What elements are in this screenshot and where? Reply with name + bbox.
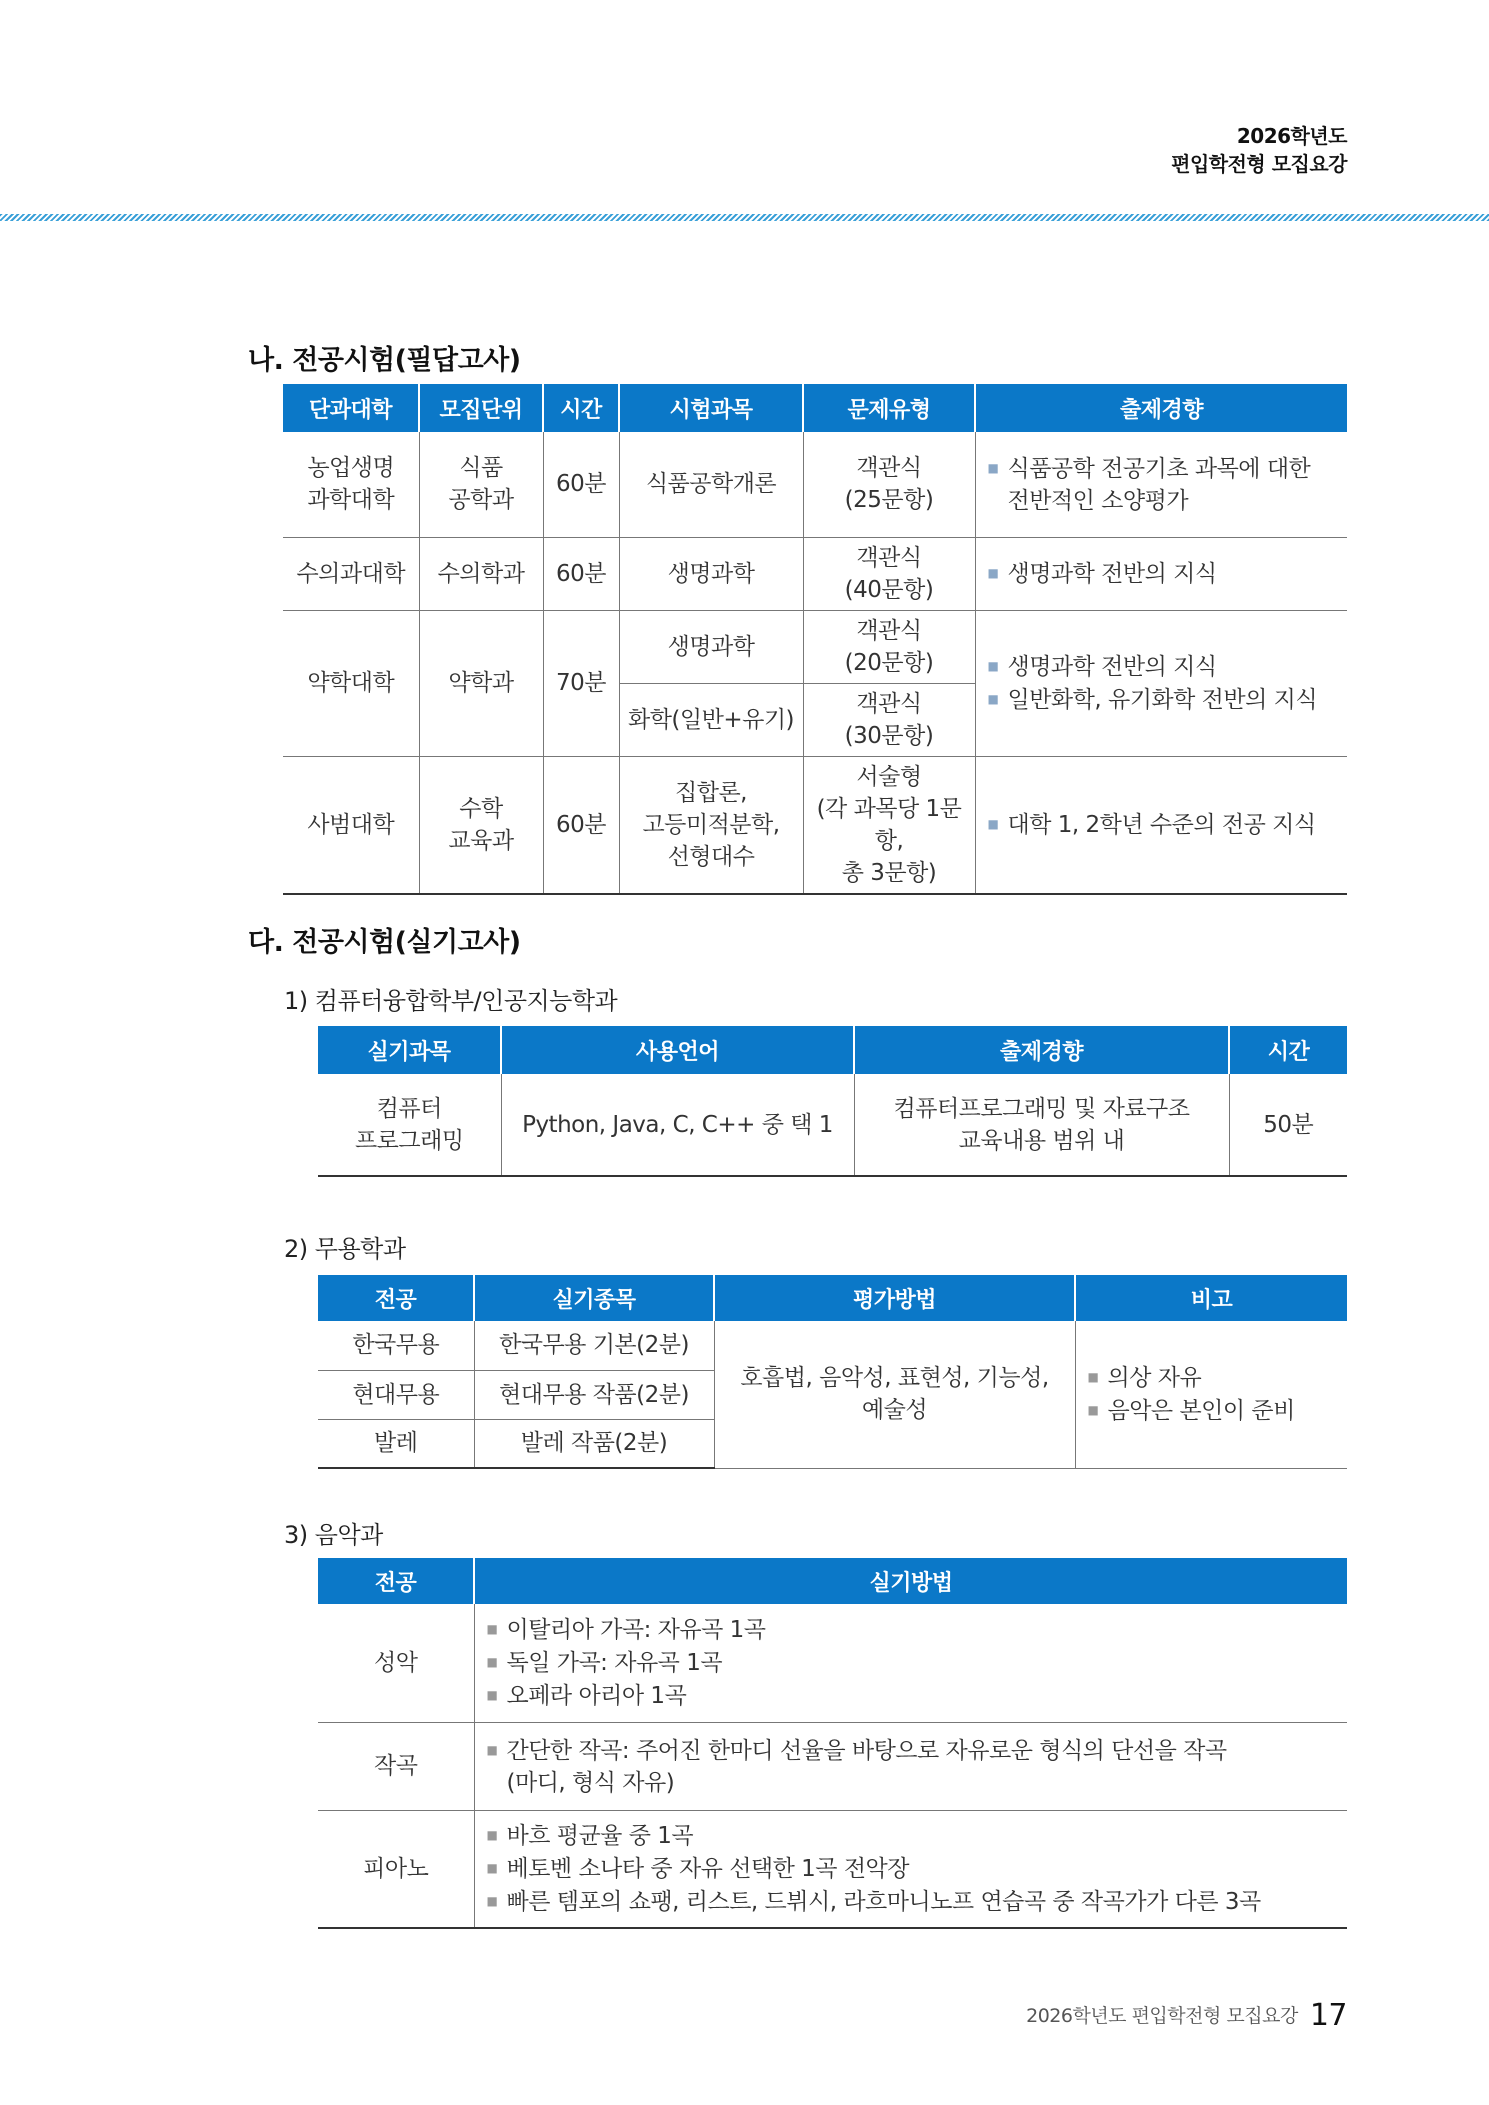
- subsection-title-computer: 1) 컴퓨터융합학부/인공지능학과: [284, 987, 618, 1015]
- subject-cell: 생명과학: [619, 537, 803, 610]
- footer-text: 2026학년도 편입학전형 모집요강: [1026, 2005, 1298, 2027]
- subsection-title-music: 3) 음악과: [284, 1521, 383, 1549]
- dance-practical-table: [318, 1275, 1347, 1469]
- trend-cell: [975, 432, 1347, 537]
- subsection-title-dance: 2) 무용학과: [284, 1235, 406, 1263]
- column-header: 실기방법: [474, 1558, 1347, 1604]
- page-header: [1171, 122, 1347, 178]
- column-header: 출제경향: [854, 1026, 1229, 1074]
- time-cell: 60분: [543, 756, 619, 894]
- trend-item: ■ 대학 1, 2학년 수준의 전공 지식: [988, 808, 1344, 841]
- column-header: 시간: [543, 384, 619, 432]
- trend-cell: [975, 610, 1347, 756]
- table-header-row: [318, 1275, 1347, 1321]
- column-header: 문제유형: [803, 384, 975, 432]
- time-cell: 60분: [543, 432, 619, 537]
- column-header: 시험과목: [619, 384, 803, 432]
- table-row: [318, 1321, 1347, 1370]
- music-practical-table: [318, 1558, 1347, 1929]
- college-cell: 수의과대학: [283, 537, 419, 610]
- table-row: [283, 610, 1347, 683]
- section-title-practical-exam: 다. 전공시험(실기고사): [248, 927, 521, 958]
- trend-cell: 컴퓨터프로그래밍 및 자료구조 교육내용 범위 내: [854, 1074, 1229, 1176]
- trend-item: ■ 생명과학 전반의 지식: [988, 650, 1344, 683]
- table-header-row: [283, 384, 1347, 432]
- column-header: 출제경향: [975, 384, 1347, 432]
- column-header: 실기종목: [474, 1275, 714, 1321]
- method-item: ■ 독일 가곡: 자유곡 1곡: [487, 1646, 1344, 1679]
- subject-cell: 생명과학: [619, 610, 803, 683]
- column-header: 전공: [318, 1275, 474, 1321]
- type-cell: 객관식 (40문항): [803, 537, 975, 610]
- page-number: 17: [1309, 1998, 1347, 2033]
- time-cell: 50분: [1229, 1074, 1347, 1176]
- table-row: [318, 1074, 1347, 1176]
- table-row: [318, 1810, 1347, 1928]
- table-row: [283, 756, 1347, 894]
- method-item: ■ 바흐 평균율 중 1곡: [487, 1819, 1344, 1852]
- method-item: ■ 간단한 작곡: 주어진 한마디 선율을 바탕으로 자유로운 형식의 단선을 작곡: [487, 1734, 1344, 1767]
- method-item: ■ 이탈리아 가곡: 자유곡 1곡: [487, 1613, 1344, 1646]
- major-cell: 작곡: [318, 1722, 474, 1810]
- method-cell: [474, 1722, 1347, 1810]
- column-header: 모집단위: [419, 384, 543, 432]
- unit-cell: 수의학과: [419, 537, 543, 610]
- table-header-row: [318, 1026, 1347, 1074]
- subject-cell: 집합론, 고등미적분학, 선형대수: [619, 756, 803, 894]
- time-cell: 60분: [543, 537, 619, 610]
- unit-cell: 수학 교육과: [419, 756, 543, 894]
- subject-cell: 컴퓨터 프로그래밍: [318, 1074, 501, 1176]
- written-exam-table: [283, 384, 1347, 895]
- college-cell: 사범대학: [283, 756, 419, 894]
- major-cell: 피아노: [318, 1810, 474, 1928]
- table-row: [283, 537, 1347, 610]
- major-cell: 현대무용: [318, 1370, 474, 1419]
- subject-cell: 식품공학개론: [619, 432, 803, 537]
- type-cell: 객관식 (25문항): [803, 432, 975, 537]
- trend-item: ■ 식품공학 전공기초 과목에 대한: [988, 452, 1344, 485]
- header-stripe: [0, 214, 1489, 221]
- method-cell: 호흡법, 음악성, 표현성, 기능성, 예술성: [714, 1321, 1075, 1468]
- table-row: [283, 432, 1347, 537]
- trend-cell: [975, 756, 1347, 894]
- trend-item: ■ 일반화학, 유기화학 전반의 지식: [988, 683, 1344, 716]
- header-year: 2026학년도: [1236, 124, 1347, 148]
- table-row: [318, 1722, 1347, 1810]
- column-header: 전공: [318, 1558, 474, 1604]
- computer-practical-table: [318, 1026, 1347, 1177]
- subject-cell: 화학(일반+유기): [619, 683, 803, 756]
- item-cell: 한국무용 기본(2분): [474, 1321, 714, 1370]
- major-cell: 한국무용: [318, 1321, 474, 1370]
- unit-cell: 약학과: [419, 610, 543, 756]
- column-header: 단과대학: [283, 384, 419, 432]
- method-cell: [474, 1810, 1347, 1928]
- type-cell: 객관식 (30문항): [803, 683, 975, 756]
- item-cell: 현대무용 작품(2분): [474, 1370, 714, 1419]
- column-header: 시간: [1229, 1026, 1347, 1074]
- college-cell: 농업생명 과학대학: [283, 432, 419, 537]
- type-cell: 서술형 (각 과목당 1문항, 총 3문항): [803, 756, 975, 894]
- section-title-written-exam: 나. 전공시험(필답고사): [248, 345, 521, 376]
- table-header-row: [318, 1558, 1347, 1604]
- language-cell: Python, Java, C, C++ 중 택 1: [501, 1074, 854, 1176]
- column-header: 비고: [1075, 1275, 1347, 1321]
- header-title: 편입학전형 모집요강: [1171, 152, 1347, 176]
- column-header: 평가방법: [714, 1275, 1075, 1321]
- note-item: ■ 의상 자유: [1088, 1361, 1344, 1394]
- method-item: ■ 베토벤 소나타 중 자유 선택한 1곡 전악장: [487, 1852, 1344, 1885]
- item-cell: 발레 작품(2분): [474, 1419, 714, 1468]
- column-header: 실기과목: [318, 1026, 501, 1074]
- time-cell: 70분: [543, 610, 619, 756]
- method-item-continued: (마디, 형식 자유): [506, 1769, 675, 1796]
- type-cell: 객관식 (20문항): [803, 610, 975, 683]
- note-cell: [1075, 1321, 1347, 1468]
- method-item: ■ 오페라 아리아 1곡: [487, 1679, 1344, 1712]
- column-header: 사용언어: [501, 1026, 854, 1074]
- major-cell: 성악: [318, 1604, 474, 1722]
- trend-cell: [975, 537, 1347, 610]
- method-item: ■ 빠른 템포의 쇼팽, 리스트, 드뷔시, 라흐마니노프 연습곡 중 작곡가가 다른 3곡: [487, 1885, 1344, 1918]
- trend-item: ■ 생명과학 전반의 지식: [988, 557, 1344, 590]
- method-cell: [474, 1604, 1347, 1722]
- trend-item-continued: 전반적인 소양평가: [1007, 487, 1189, 514]
- note-item: ■ 음악은 본인이 준비: [1088, 1394, 1344, 1427]
- table-row: [318, 1604, 1347, 1722]
- page-footer: [1026, 1998, 1347, 2033]
- major-cell: 발레: [318, 1419, 474, 1468]
- unit-cell: 식품 공학과: [419, 432, 543, 537]
- college-cell: 약학대학: [283, 610, 419, 756]
